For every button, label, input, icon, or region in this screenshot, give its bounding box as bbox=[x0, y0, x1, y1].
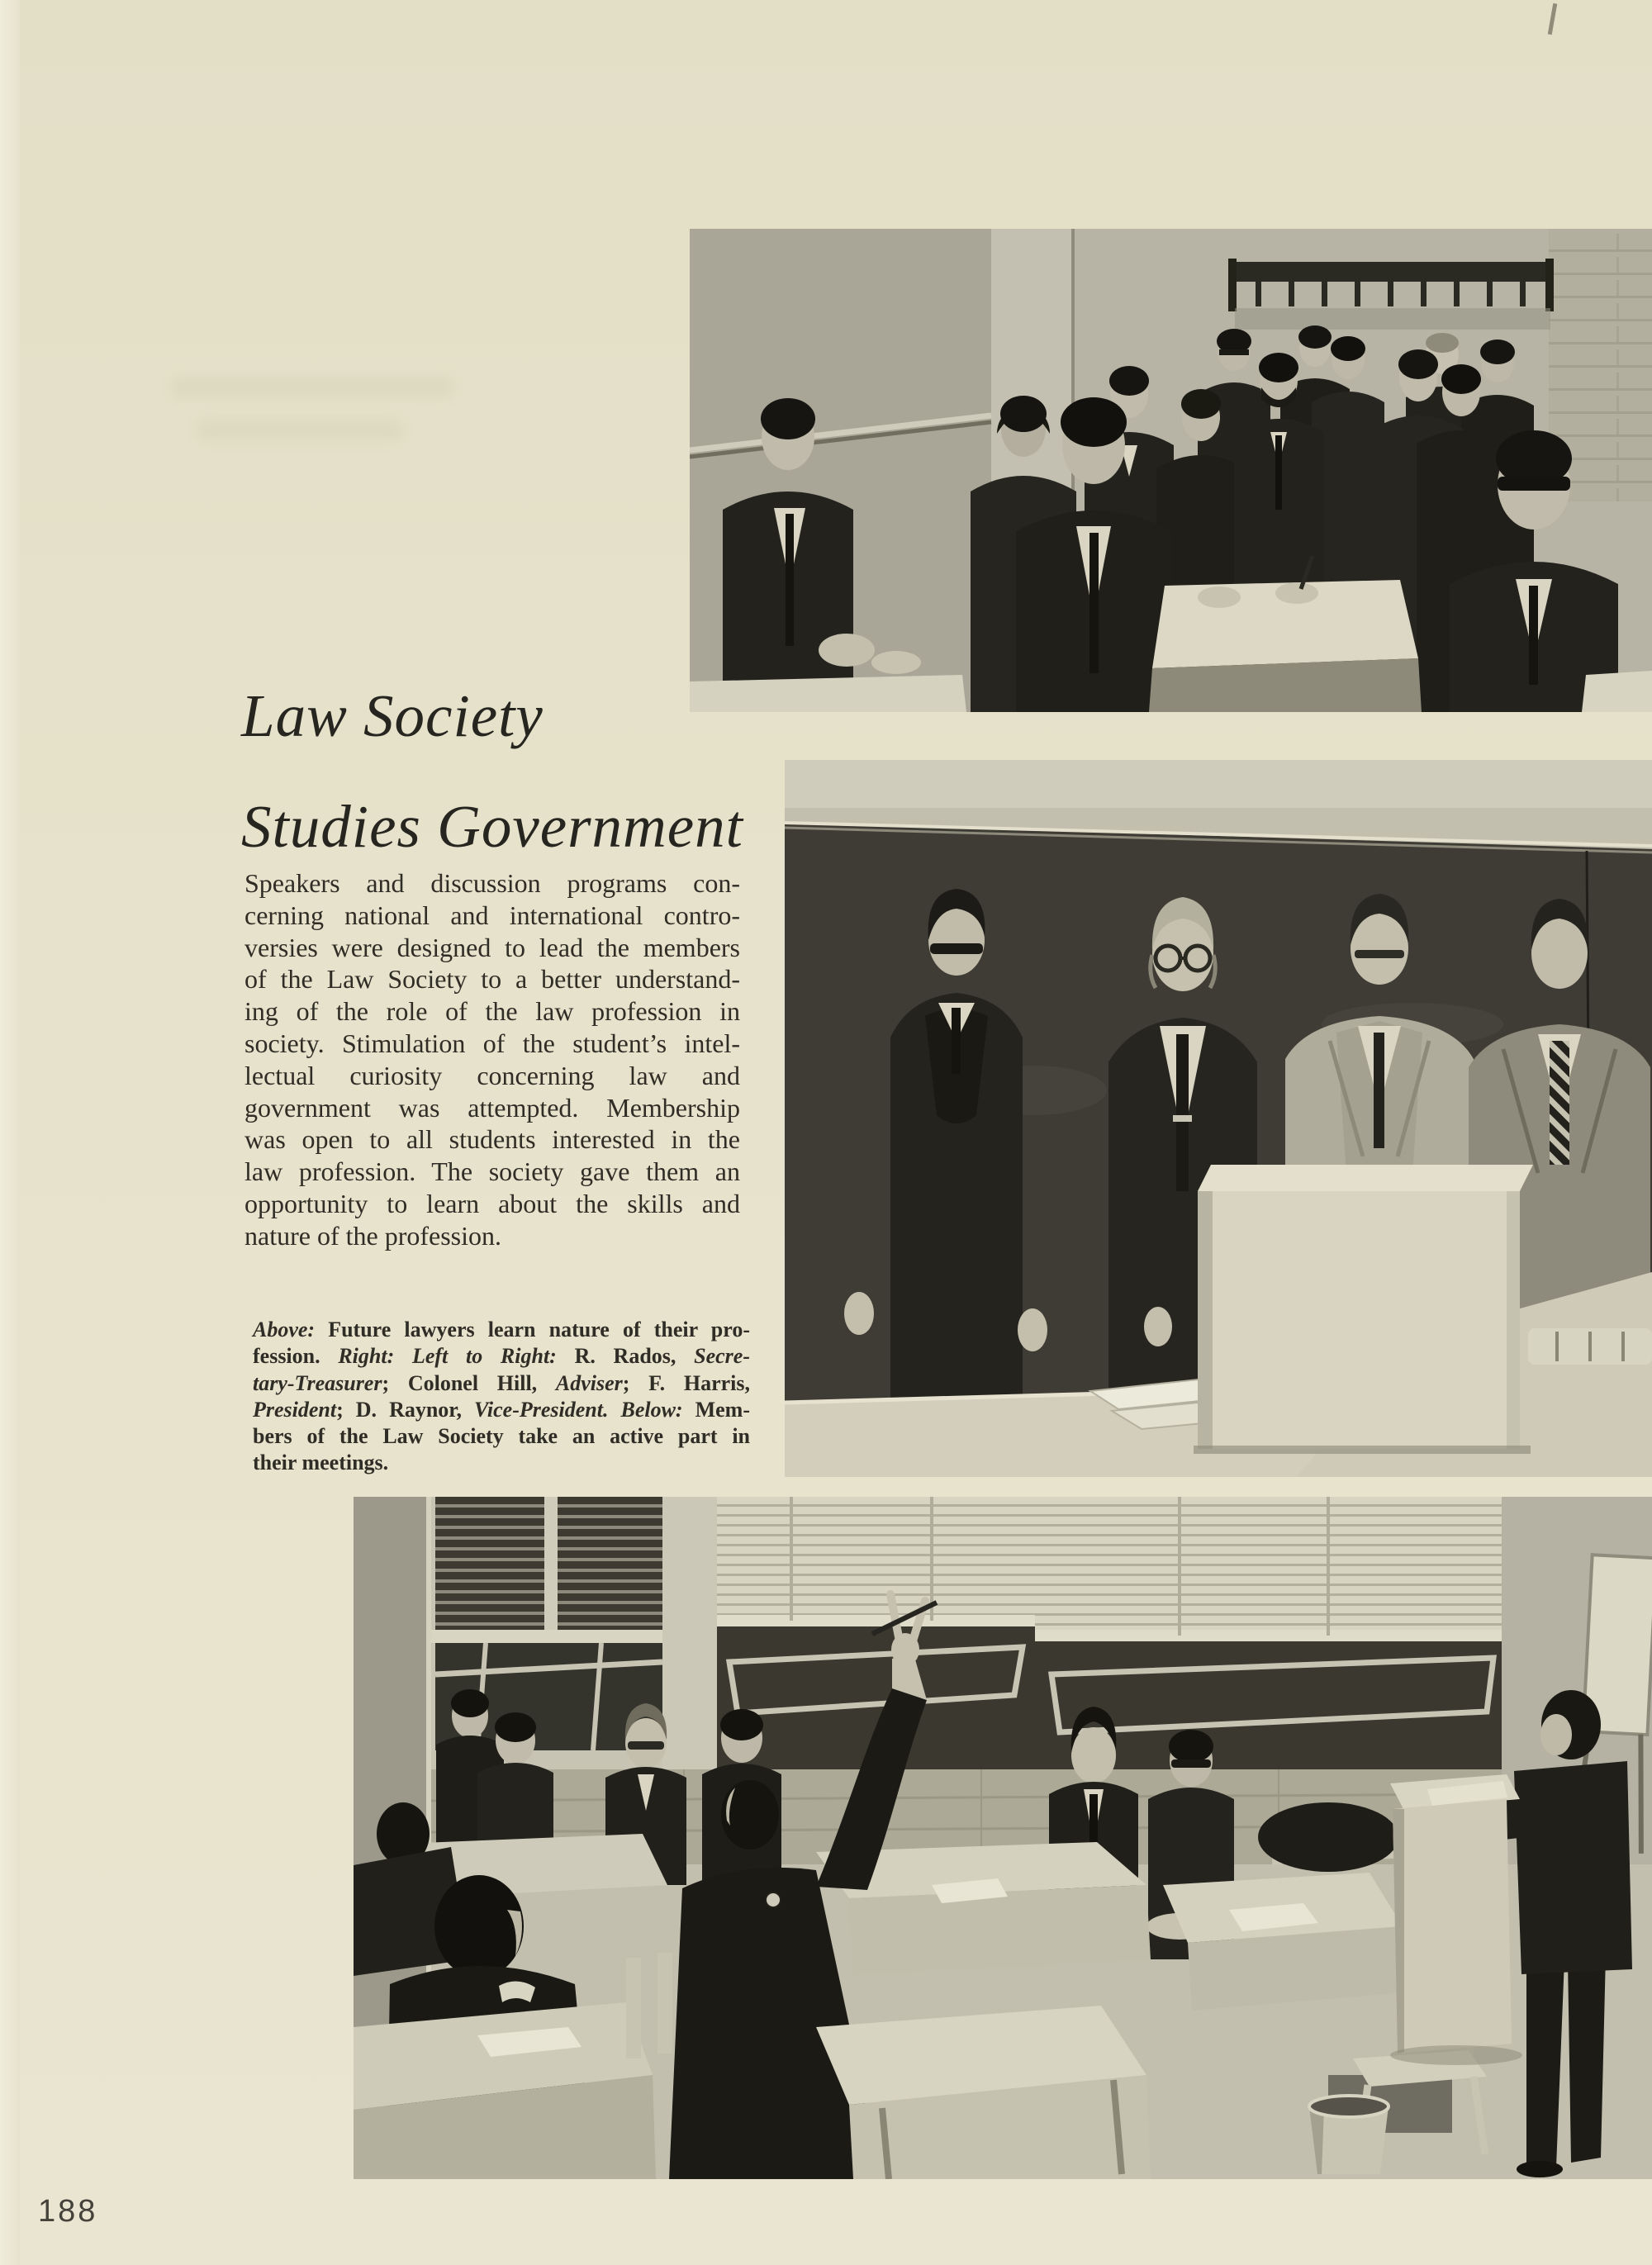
photo-officers-at-podium bbox=[785, 760, 1652, 1477]
body-text-line: lectual curiosity concerning law and bbox=[244, 1060, 740, 1090]
podium bbox=[1194, 1165, 1533, 1454]
caption-line: tary-Treasurer; Colonel Hill, Adviser; F. Harris, bbox=[253, 1370, 750, 1395]
body-text-line: government was attempted. Membership bbox=[244, 1092, 740, 1123]
coat-on-chair bbox=[1258, 1802, 1398, 1872]
body-text-line: versies were designed to lead the members bbox=[244, 932, 740, 962]
lapel-pin bbox=[766, 1892, 781, 1907]
body-text-line: society. Stimulation of the student’s intel- bbox=[244, 1028, 740, 1058]
bench-back bbox=[1528, 1328, 1652, 1365]
caption-line: bers of the Law Society take an active part in bbox=[253, 1424, 750, 1449]
wall-above-chalkboard bbox=[785, 760, 1652, 808]
window-pillar bbox=[662, 1497, 717, 1769]
body-text-line: was open to all students interested in the bbox=[244, 1124, 740, 1155]
caption-line: Above: Future lawyers learn nature of their pro- bbox=[253, 1318, 750, 1341]
page-edge-shadow bbox=[0, 0, 20, 2265]
body-text-line: ing of the role of the law profession in bbox=[244, 996, 740, 1027]
windows bbox=[431, 1497, 1502, 1769]
photo-law-society-seated-students bbox=[690, 229, 1652, 712]
caption-line: their meetings. bbox=[253, 1451, 389, 1475]
body-text-line: cerning national and international contro- bbox=[244, 900, 740, 930]
body-text-line: Speakers and discussion programs con- bbox=[244, 868, 740, 898]
body-paragraph bbox=[244, 867, 740, 1252]
show-through-text-ghost bbox=[164, 370, 486, 494]
desk-foreground bbox=[816, 2006, 1151, 2179]
article-title-line-2: Studies Government bbox=[241, 793, 743, 860]
lectern bbox=[1390, 1774, 1522, 2065]
caption-line: fession. Right: Left to Right: R. Rados, Secre- bbox=[253, 1344, 750, 1369]
body-text-line: nature of the profession. bbox=[244, 1220, 502, 1251]
body-text-line: of the Law Society to a better understand- bbox=[244, 964, 740, 995]
scan-scratch-mark bbox=[1548, 3, 1558, 35]
body-text-line: law profession. The society gave them an bbox=[244, 1156, 740, 1187]
photo-caption bbox=[253, 1317, 750, 1477]
photo-meeting-raised-hand bbox=[354, 1497, 1652, 2179]
body-text-line: opportunity to learn about the skills and bbox=[244, 1188, 740, 1218]
page-number: 188 bbox=[38, 2194, 98, 2229]
caption-line: President; D. Raynor, Vice-President. Below: Mem- bbox=[253, 1397, 750, 1422]
article-title-line-1: Law Society bbox=[241, 682, 544, 749]
waste-basket bbox=[1309, 2096, 1389, 2174]
